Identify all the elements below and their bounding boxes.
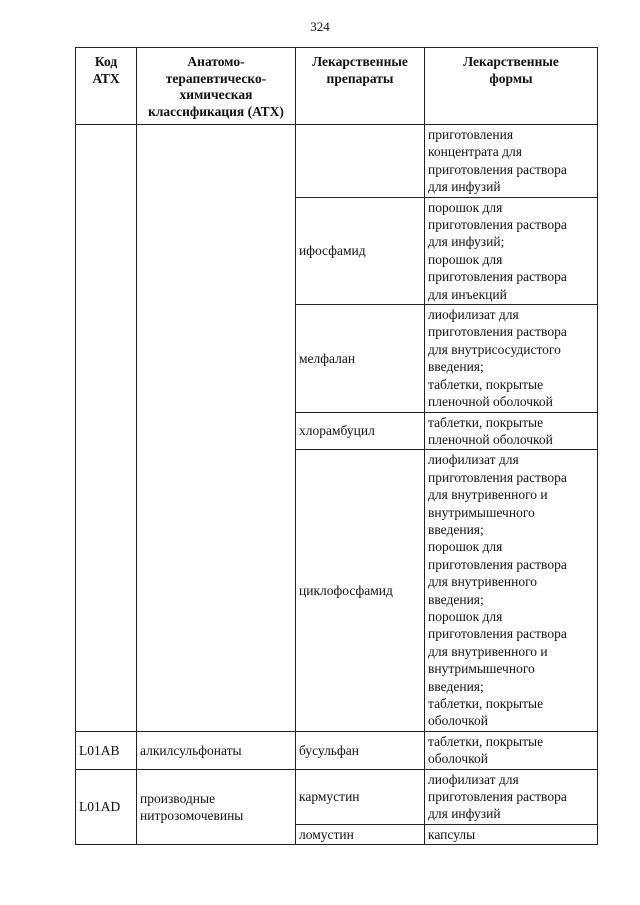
- classification-cell: алкилсульфонаты: [137, 731, 296, 769]
- drug-name-cell: ломустин: [296, 824, 425, 844]
- drug-name-cell: мелфалан: [296, 305, 425, 412]
- drug-name-cell: бусульфан: [296, 731, 425, 769]
- table-row: [76, 769, 598, 824]
- header-forms: Лекарственные формы: [425, 48, 598, 125]
- forms-cell: лиофилизат для приготовления раствора для внутривенного и внутримышечного введения; порошок для приготовления раствора для внутривенного введения; порошок для приготовления раствора для внутривенного и внутримышечного введения; таблетки, покрытые оболочкой: [425, 450, 598, 732]
- drug-cell-empty: [296, 125, 425, 198]
- drug-name-cell: ифосфамид: [296, 197, 425, 304]
- header-code: Код АТХ: [76, 48, 137, 125]
- drug-name-cell: хлорамбуцил: [296, 412, 425, 450]
- drug-name-cell: кармустин: [296, 769, 425, 824]
- forms-cell: приготовления концентрата для приготовления раствора для инфузий: [425, 125, 598, 198]
- code-cell: L01AD: [76, 769, 137, 845]
- classification-cell: производные нитрозомочевины: [137, 769, 296, 845]
- forms-cell: лиофилизат для приготовления раствора для инфузий: [425, 769, 598, 824]
- page-number: 324: [310, 19, 330, 34]
- classification-cell-empty: [137, 125, 296, 732]
- table-header-row: [76, 48, 598, 125]
- code-cell: L01AB: [76, 731, 137, 769]
- table-row: [76, 125, 598, 198]
- header-drugs: Лекарственные препараты: [296, 48, 425, 125]
- forms-cell: таблетки, покрытые оболочкой: [425, 731, 598, 769]
- table-row: [76, 731, 598, 769]
- forms-cell: таблетки, покрытые пленочной оболочкой: [425, 412, 598, 450]
- drug-table: [75, 47, 598, 845]
- forms-cell: капсулы: [425, 824, 598, 844]
- forms-cell: порошок для приготовления раствора для инфузий; порошок для приготовления раствора для инъекций: [425, 197, 598, 304]
- code-cell-empty: [76, 125, 137, 732]
- drug-name-cell: циклофосфамид: [296, 450, 425, 732]
- header-classification: Анатомо- терапевтическо- химическая классификация (АТХ): [137, 48, 296, 125]
- forms-cell: лиофилизат для приготовления раствора для внутрисосудистого введения; таблетки, покрытые пленочной оболочкой: [425, 305, 598, 412]
